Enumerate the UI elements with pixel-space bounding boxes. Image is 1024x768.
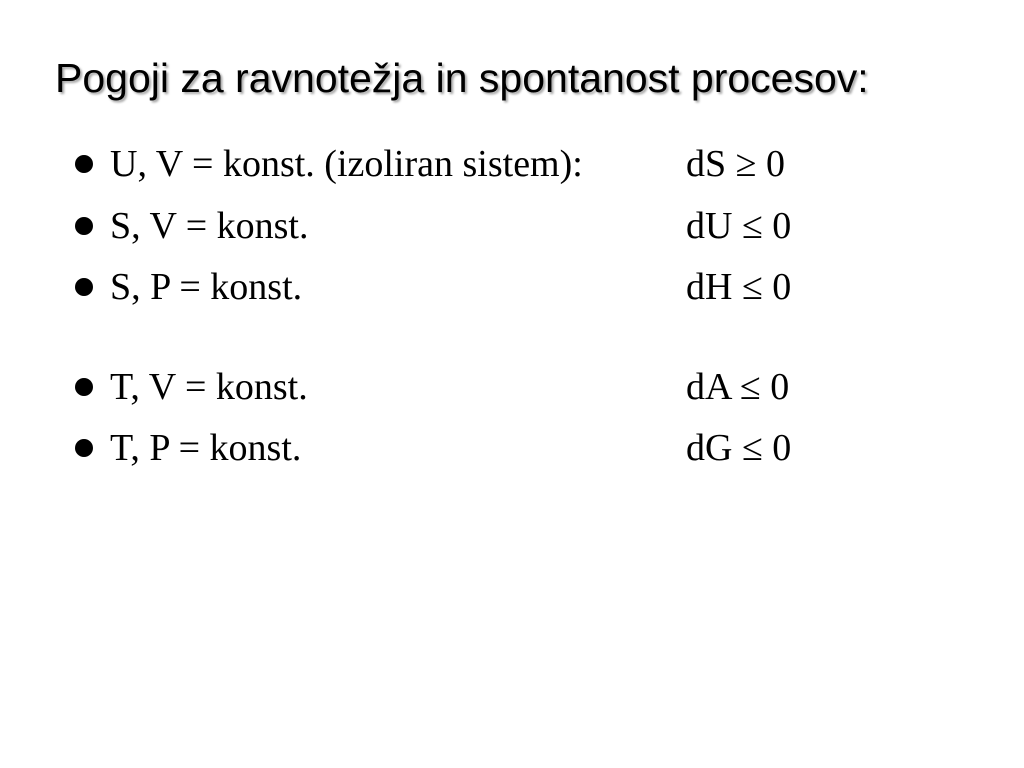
bullet-icon xyxy=(72,426,102,470)
bullet-icon xyxy=(72,265,102,309)
item-criterion: dG ≤ 0 xyxy=(686,427,792,469)
bullet-icon xyxy=(72,204,102,248)
item-condition: T, V = konst. xyxy=(110,366,308,408)
bullet-icon xyxy=(72,142,102,186)
item-criterion: dA ≤ 0 xyxy=(686,366,790,408)
item-criterion: dH ≤ 0 xyxy=(686,266,792,308)
bullet-icon xyxy=(72,365,102,409)
item-condition: U, V = konst. (izoliran sistem): xyxy=(110,143,583,185)
slide-title: Pogoji za ravnotežja in spontanost procesov: xyxy=(55,55,869,101)
item-condition: S, V = konst. xyxy=(110,205,309,247)
item-condition: S, P = konst. xyxy=(110,266,303,308)
item-criterion: dU ≤ 0 xyxy=(686,205,792,247)
item-condition: T, P = konst. xyxy=(110,427,302,469)
item-criterion: dS ≥ 0 xyxy=(686,143,785,185)
